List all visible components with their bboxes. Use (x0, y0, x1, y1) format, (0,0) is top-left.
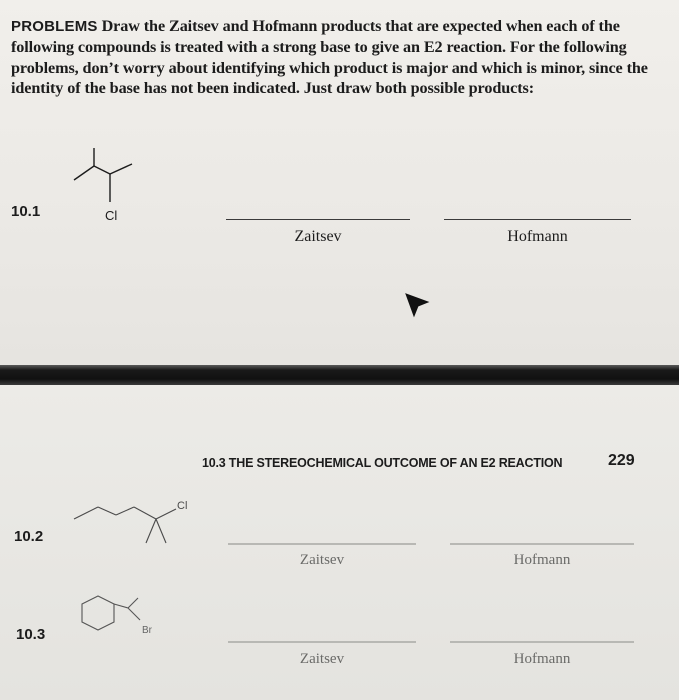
page-number: 229 (608, 452, 635, 469)
mouse-pointer-icon (404, 290, 430, 318)
atom-label-10-2: Cl (177, 500, 188, 512)
molecule-10-1 (60, 140, 150, 230)
atom-label-10-1: Cl (105, 208, 118, 223)
zaitsev-label-10-3: Zaitsev (299, 651, 345, 667)
hofmann-label-10-2: Hofmann (513, 552, 571, 568)
molecule-10-3 (68, 590, 168, 646)
hofmann-label-10-3: Hofmann (513, 651, 571, 667)
hofmann-label-10-1: Hofmann (507, 228, 568, 245)
zaitsev-label-10-2: Zaitsev (299, 552, 345, 568)
problems-instructions: Draw the Zaitsev and Hofmann products that are expected when each of the following compounds is treated with a strong base to give an E2 reaction. For the following problems, don’t worry about identifying which product is major and which is minor, since the identity of the base has not been indicated. Just draw both possible products: (11, 17, 648, 98)
zaitsev-label-10-1: Zaitsev (294, 228, 342, 245)
molecule-10-2 (70, 495, 200, 555)
running-head: 10.3 THE STEREOCHEMICAL OUTCOME OF AN E2 REACTION (202, 456, 563, 470)
problems-intro (11, 16, 661, 99)
page-break (0, 365, 679, 385)
zaitsev-answer-line-10-2[interactable] (228, 543, 416, 545)
hofmann-answer-line-10-3[interactable] (450, 641, 634, 643)
zaitsev-answer-line-10-3[interactable] (228, 641, 416, 643)
problem-number-10-1: 10.1 (11, 203, 41, 220)
hofmann-answer-line-10-1[interactable] (444, 219, 631, 220)
atom-label-10-3: Br (142, 625, 152, 636)
zaitsev-answer-line-10-1[interactable] (226, 219, 410, 220)
problem-number-10-2: 10.2 (14, 528, 44, 545)
problem-number-10-3: 10.3 (16, 626, 46, 643)
problems-heading: PROBLEMS (11, 18, 98, 35)
hofmann-answer-line-10-2[interactable] (450, 543, 634, 545)
